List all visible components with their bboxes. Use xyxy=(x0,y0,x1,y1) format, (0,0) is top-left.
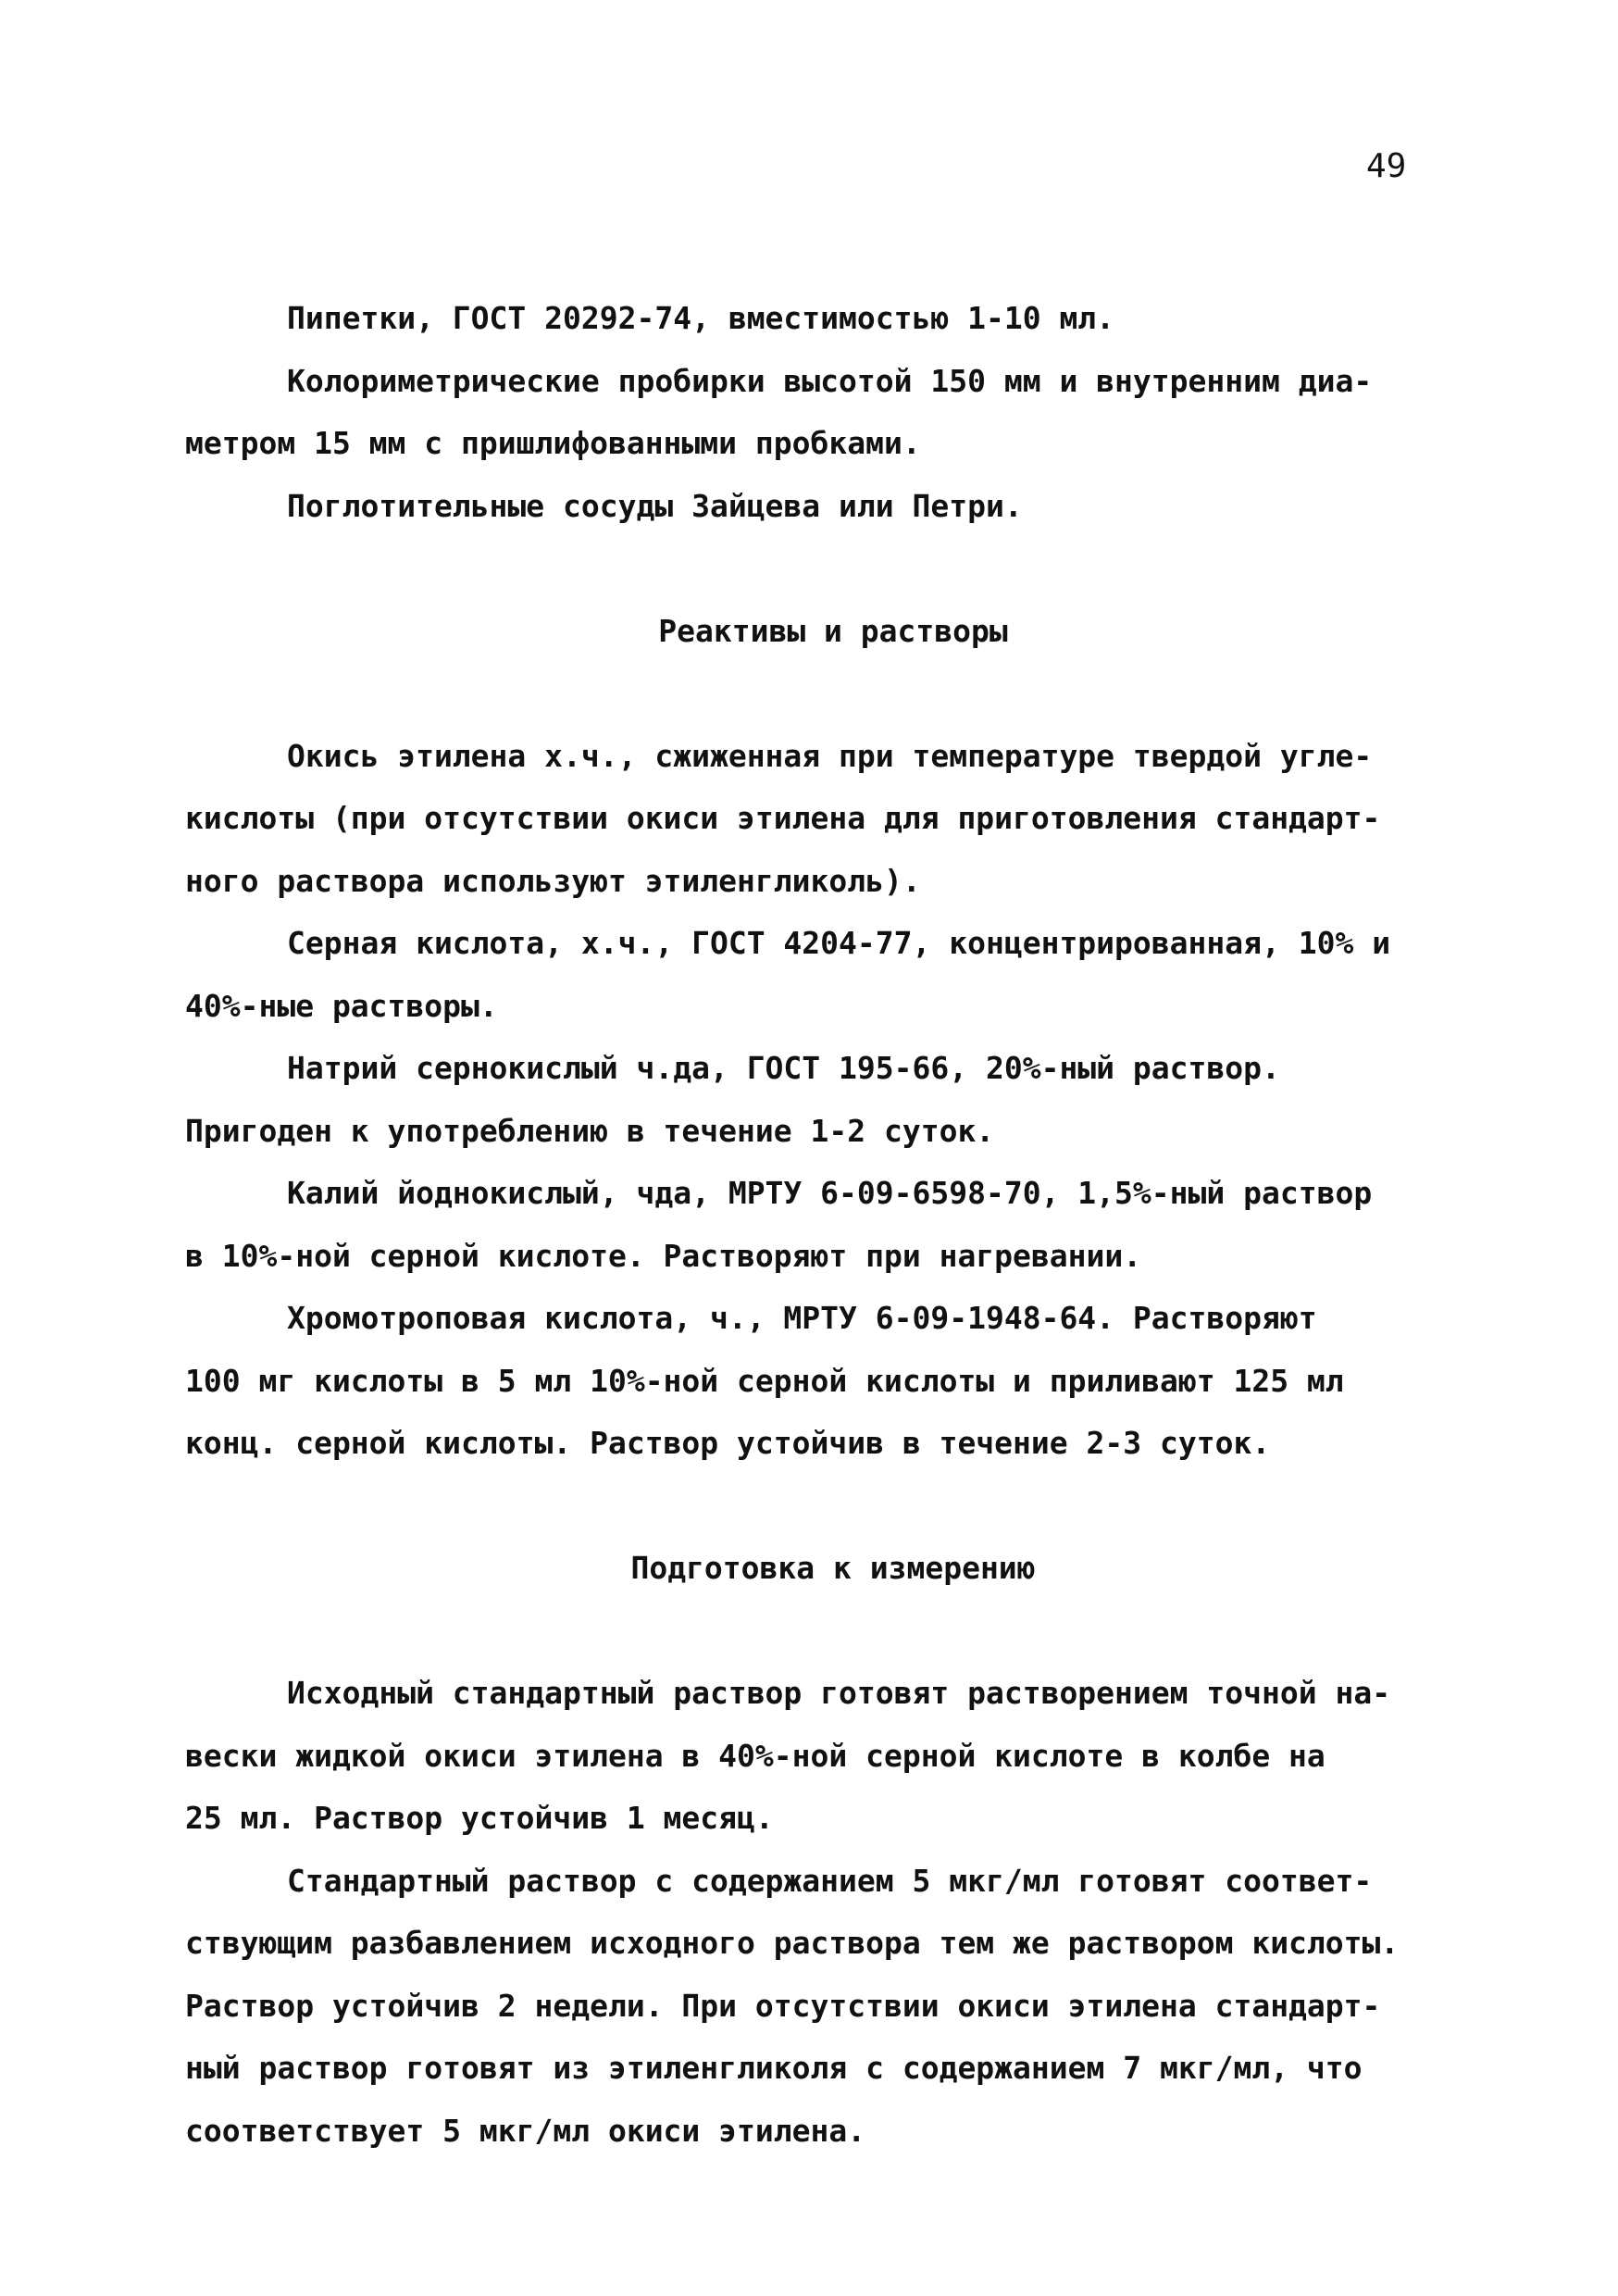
paragraph-first-line: Исходный стандартный раствор готовят растворением точной на- xyxy=(287,1675,1391,1711)
paragraph-line: кислоты (при отсутствии окиси этилена для приготовления стандарт- xyxy=(185,800,1381,836)
paragraph-first-line: Серная кислота, х.ч., ГОСТ 4204-77, концентрированная, 10% и xyxy=(287,925,1391,961)
page-number: 49 xyxy=(1366,147,1407,185)
paragraph-first-line: Натрий сернокислый ч.да, ГОСТ 195-66, 20%-ный раствор. xyxy=(287,1050,1280,1086)
paragraph-line: ного раствора используют этиленгликоль). xyxy=(185,862,921,899)
blank-line xyxy=(185,537,1444,600)
paragraph-first-line: Пипетки, ГОСТ 20292-74, вместимостью 1-10 мл. xyxy=(287,300,1115,336)
paragraph-first-line: Поглотительные сосуды Зайцева или Петри. xyxy=(287,487,1023,524)
paragraph-line: Пригоден к употреблению в течение 1-2 суток. xyxy=(185,1112,995,1149)
paragraph-line: вески жидкой окиси этилена в 40%-ной серной кислоте в колбе на xyxy=(185,1737,1326,1774)
paragraph-line: 100 мг кислоты в 5 мл 10%-ной серной кислоты и приливают 125 мл xyxy=(185,1362,1344,1399)
document-body xyxy=(185,287,1444,2162)
paragraph-line: соответствует 5 мкг/мл окиси этилена. xyxy=(185,2112,866,2149)
blank-line xyxy=(185,1475,1444,1538)
paragraph-first-line: Колориметрические пробирки высотой 150 мм и внутренним диа- xyxy=(287,362,1373,399)
paragraph-line: Раствор устойчив 2 недели. При отсутствии окиси этилена стандарт- xyxy=(185,1987,1381,2024)
paragraph-first-line: Стандартный раствор с содержанием 5 мкг/мл готовят соответ- xyxy=(287,1862,1373,1899)
paragraph-line: метром 15 мм с пришлифованными пробками. xyxy=(185,425,921,461)
paragraph-line: ный раствор готовят из этиленгликоля с содержанием 7 мкг/мл, что xyxy=(185,2050,1363,2086)
paragraph-first-line: Окись этилена х.ч., сжиженная при температуре твердой угле- xyxy=(287,737,1373,774)
paragraph-line: 40%-ные растворы. xyxy=(185,987,498,1024)
section-heading: Реактивы и растворы xyxy=(658,612,1008,649)
paragraph-line: в 10%-ной серной кислоте. Растворяют при нагревании. xyxy=(185,1237,1142,1274)
paragraph-line: ствующим разбавлением исходного раствора тем же раствором кислоты. xyxy=(185,1925,1400,1961)
paragraph-first-line: Хромотроповая кислота, ч., МРТУ 6-09-1948-64. Растворяют xyxy=(287,1300,1317,1336)
blank-line xyxy=(185,662,1444,725)
blank-line xyxy=(185,1600,1444,1663)
paragraph-line: конц. серной кислоты. Раствор устойчив в течение 2-3 суток. xyxy=(185,1425,1271,1461)
paragraph-first-line: Калий йоднокислый, чда, МРТУ 6-09-6598-70, 1,5%-ный раствор xyxy=(287,1175,1373,1211)
paragraph-line: 25 мл. Раствор устойчив 1 месяц. xyxy=(185,1800,774,1836)
section-heading: Подготовка к измерению xyxy=(630,1550,1036,1586)
